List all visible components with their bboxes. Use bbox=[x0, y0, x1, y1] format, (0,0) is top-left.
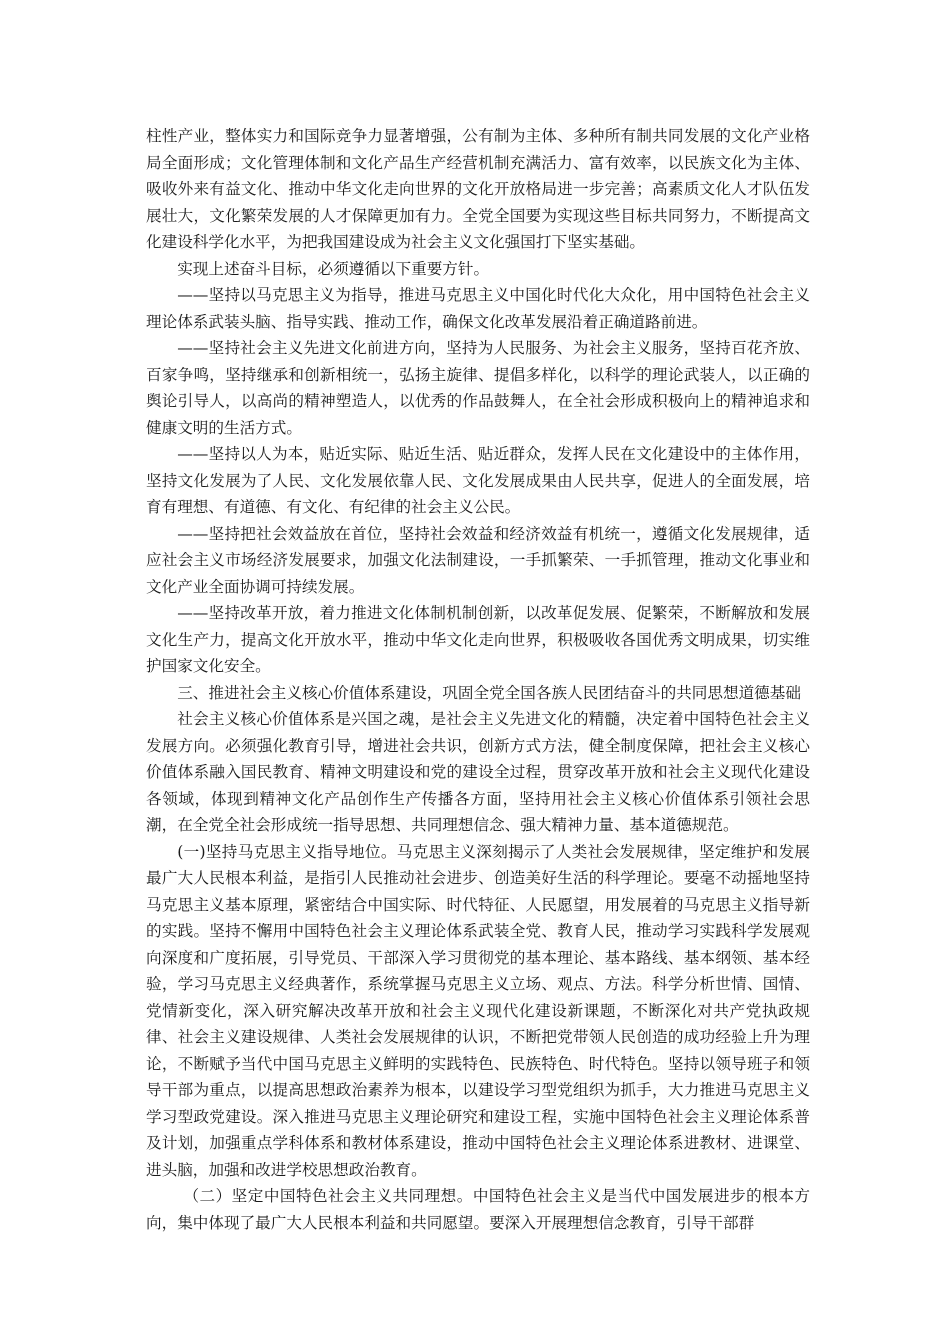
section-heading-three: 三、推进社会主义核心价值体系建设，巩固全党全国各族人民团结奋斗的共同思想道德基础 bbox=[177, 683, 801, 702]
paragraph-principle-social-benefit: ——坚持把社会效益放在首位，坚持社会效益和经济效益有机统一，遵循文化发展规律，适应社会主义市场经济发展要求，加强文化法制建设，一手抓繁荣、一手抓管理，推动文化事业和文化产业全面协调可持续发展。 bbox=[146, 524, 810, 596]
paragraph-principle-marxism: ——坚持以马克思主义为指导，推进马克思主义中国化时代化大众化，用中国特色社会主义理论体系武装头脑、指导实践、推动工作，确保文化改革发展沿着正确道路前进。 bbox=[146, 286, 810, 331]
paragraph-subsection-one: (一)坚持马克思主义指导地位。马克思主义深刻揭示了人类社会发展规律，坚定维护和发展最广大人民根本利益，是指引人民推动社会进步、创造美好生活的科学理论。要毫不动摇地坚持马克思主义基本原理，紧密结合中国实际、时代特征、人民愿望，用发展着的马克思主义指导新的实践。坚持不懈用中国特色社会主义理论体系武装全党、教育人民，推动学习实践科学发展观向深度和广度拓展，引导党员、干部深入学习贯彻党的基本理论、基本路线、基本纲领、基本经验，学习马克思主义经典著作，系统掌握马克思主义立场、观点、方法。科学分析世情、国情、党情新变化，深入研究解决改革开放和社会主义现代化建设新课题，不断深化对共产党执政规律、社会主义建设规律、人类社会发展规律的认识，不断把党带领人民创造的成功经验上升为理论，不断赋予当代中国马克思主义鲜明的实践特色、民族特色、时代特色。坚持以领导班子和领导干部为重点，以提高思想政治素养为根本，以建设学习型党组织为抓手，大力推进马克思主义学习型政党建设。深入推进马克思主义理论研究和建设工程，实施中国特色社会主义理论体系普及计划，加强重点学科体系和教材体系建设，推动中国特色社会主义理论体系进教材、进课堂、进头脑，加强和改进学校思想政治教育。 bbox=[146, 842, 810, 1179]
document-body bbox=[146, 123, 810, 1236]
paragraph-principles-intro: 实现上述奋斗目标，必须遵循以下重要方针。 bbox=[177, 259, 490, 278]
paragraph-core-values: 社会主义核心价值体系是兴国之魂，是社会主义先进文化的精髓，决定着中国特色社会主义发展方向。必须强化教育引导，增进社会共识，创新方式方法，健全制度保障，把社会主义核心价值体系融入国民教育、精神文明建设和党的建设全过程，贯穿改革开放和社会主义现代化建设各领域，体现到精神文化产品创作生产传播各方面，坚持用社会主义核心价值体系引领社会思潮，在全党全社会形成统一指导思想、共同理想信念、强大精神力量、基本道德规范。 bbox=[146, 710, 810, 834]
paragraph-principle-people-oriented: ——坚持以人为本，贴近实际、贴近生活、贴近群众，发挥人民在文化建设中的主体作用，坚持文化发展为了人民、文化发展依靠人民、文化发展成果由人民共享，促进人的全面发展，培育有理想、有道德、有文化、有纪律的社会主义公民。 bbox=[146, 445, 810, 516]
paragraph-continued: 柱性产业，整体实力和国际竞争力显著增强，公有制为主体、多种所有制共同发展的文化产业格局全面形成；文化管理体制和文化产品生产经营机制充满活力、富有效率，以民族文化为主体、吸收外来有益文化、推动中华文化走向世界的文化开放格局进一步完善；高素质文化人才队伍发展壮大，文化繁荣发展的人才保障更加有力。全党全国要为实现这些目标共同努力，不断提高文化建设科学化水平，为把我国建设成为社会主义文化强国打下坚实基础。 bbox=[146, 127, 810, 251]
paragraph-principle-reform-opening: ——坚持改革开放，着力推进文化体制机制创新，以改革促发展、促繁荣，不断解放和发展文化生产力，提高文化开放水平，推动中华文化走向世界，积极吸收各国优秀文明成果，切实维护国家文化安全。 bbox=[146, 604, 810, 675]
paragraph-subsection-two: （二）坚定中国特色社会主义共同理想。中国特色社会主义是当代中国发展进步的根本方向，集中体现了最广大人民根本利益和共同愿望。要深入开展理想信念教育，引导干部群 bbox=[146, 1187, 810, 1232]
paragraph-principle-advanced-culture: ——坚持社会主义先进文化前进方向，坚持为人民服务、为社会主义服务，坚持百花齐放、百家争鸣，坚持继承和创新相统一，弘扬主旋律、提倡多样化，以科学的理论武装人，以正确的舆论引导人，以高尚的精神塑造人，以优秀的作品鼓舞人，在全社会形成积极向上的精神追求和健康文明的生活方式。 bbox=[146, 339, 810, 437]
